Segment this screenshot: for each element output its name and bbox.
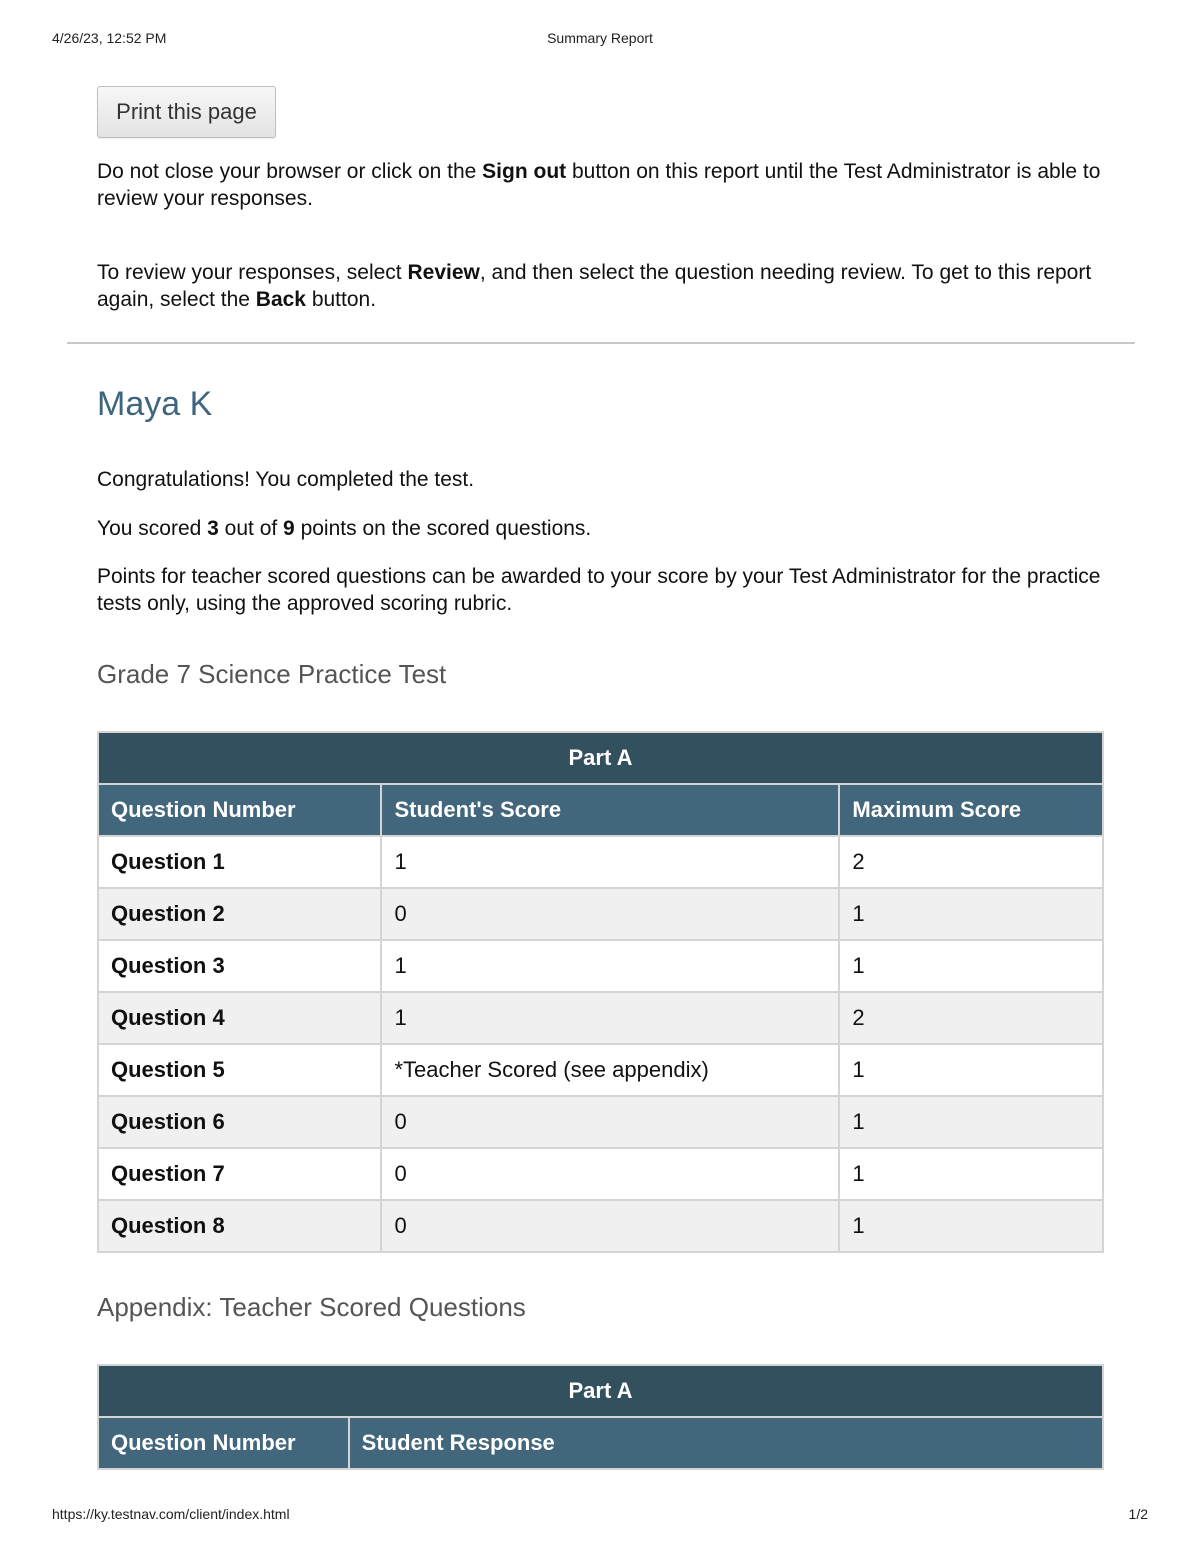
maximum-score: 1: [839, 888, 1103, 940]
page-url: https://ky.testnav.com/client/index.html: [52, 1506, 290, 1522]
column-header-max: Maximum Score: [839, 784, 1103, 836]
maximum-score: 1: [839, 1200, 1103, 1252]
column-header-response: Student Response: [349, 1417, 1103, 1469]
question-number: Question 2: [98, 888, 381, 940]
column-header-question: Question Number: [98, 1417, 349, 1469]
points-possible: 9: [283, 517, 295, 540]
question-number: Question 7: [98, 1148, 381, 1200]
table-row: [98, 1148, 1103, 1200]
question-number: Question 4: [98, 992, 381, 1044]
part-header: Part A: [98, 1365, 1103, 1417]
question-number: Question 5: [98, 1044, 381, 1096]
column-header-question: Question Number: [98, 784, 381, 836]
maximum-score: 1: [839, 1096, 1103, 1148]
student-score: 1: [381, 836, 839, 888]
student-score: 0: [381, 1096, 839, 1148]
print-footer: [52, 1506, 1148, 1526]
question-number: Question 8: [98, 1200, 381, 1252]
student-score: 0: [381, 888, 839, 940]
question-number: Question 3: [98, 940, 381, 992]
appendix-title: Appendix: Teacher Scored Questions: [97, 1292, 526, 1322]
print-title: Summary Report: [547, 30, 653, 46]
table-row: [98, 940, 1103, 992]
part-header: Part A: [98, 732, 1103, 784]
student-score: 1: [381, 940, 839, 992]
page-number: 1/2: [1128, 1506, 1148, 1522]
review-instructions: To review your responses, select Review, and then select the question needing review. To get to this report again, select the Back button.: [97, 261, 1092, 311]
section-divider: [67, 342, 1135, 344]
test-title: Grade 7 Science Practice Test: [97, 659, 447, 689]
sign-out-keyword: Sign out: [482, 160, 567, 183]
points-earned: 3: [207, 517, 219, 540]
column-header-score: Student's Score: [381, 784, 839, 836]
maximum-score: 1: [839, 1044, 1103, 1096]
table-row: [98, 836, 1103, 888]
student-score: 1: [381, 992, 839, 1044]
table-row: [98, 1096, 1103, 1148]
print-page-button[interactable]: Print this page: [97, 86, 276, 138]
teacher-scoring-note: Points for teacher scored questions can be awarded to your score by your Test Administrator for the practice tests only, using the approved scoring rubric.: [97, 565, 1101, 615]
print-header: [52, 30, 1148, 50]
signout-warning: Do not close your browser or click on the Sign out button on this report until the Test Administrator is able to review your responses.: [97, 160, 1101, 210]
student-score: *Teacher Scored (see appendix): [381, 1044, 839, 1096]
congrats-message: Congratulations! You completed the test.: [97, 468, 475, 491]
score-summary: [97, 466, 1107, 617]
student-score: 0: [381, 1200, 839, 1252]
review-keyword: Review: [407, 261, 480, 284]
table-row: [98, 992, 1103, 1044]
report-intro: [97, 86, 1107, 313]
table-row: [98, 1044, 1103, 1096]
student-name: Maya K: [97, 385, 213, 423]
student-score: 0: [381, 1148, 839, 1200]
maximum-score: 1: [839, 1148, 1103, 1200]
question-number: Question 1: [98, 836, 381, 888]
back-keyword: Back: [255, 288, 306, 311]
maximum-score: 2: [839, 836, 1103, 888]
maximum-score: 2: [839, 992, 1103, 1044]
table-row: [98, 1200, 1103, 1252]
appendix-table: [97, 1364, 1104, 1470]
table-row: [98, 888, 1103, 940]
maximum-score: 1: [839, 940, 1103, 992]
scores-table: [97, 731, 1104, 1253]
question-number: Question 6: [98, 1096, 381, 1148]
score-line: You scored 3 out of 9 points on the scored questions.: [97, 517, 592, 540]
print-date: 4/26/23, 12:52 PM: [52, 30, 167, 46]
